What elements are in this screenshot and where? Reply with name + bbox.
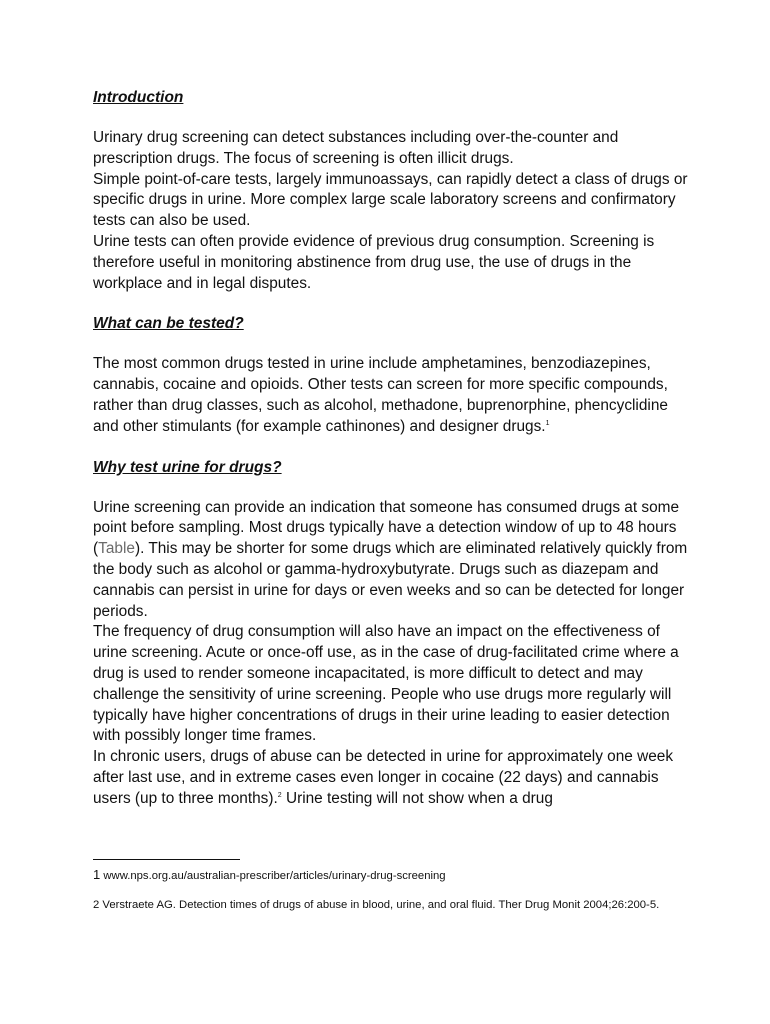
table-link[interactable]: Table — [98, 540, 135, 558]
heading-why-test-urine: Why test urine for drugs? — [93, 458, 282, 476]
document-body — [93, 86, 693, 810]
footnote-2-text: Verstraete AG. Detection times of drugs of abuse in blood, urine, and oral fluid. Ther Drug Monit 2004;26:200-5. — [99, 899, 660, 911]
tested-paragraph-1 — [93, 354, 693, 437]
footnote-ref-1[interactable]: 1 — [545, 419, 550, 427]
footnotes — [93, 866, 693, 914]
heading-what-can-be-tested: What can be tested? — [93, 315, 244, 333]
footnote-1-text[interactable]: www.nps.org.au/australian-prescriber/articles/urinary-drug-screening — [100, 870, 446, 882]
footnote-separator — [93, 859, 240, 860]
footnote-2 — [93, 897, 693, 914]
why-paragraph-3 — [93, 747, 693, 809]
intro-paragraph-3: Urine tests can often provide evidence of previous drug consumption. Screening is therefore useful in monitoring abstinence from drug use, the use of drugs in the workplace and in legal disputes. — [93, 232, 655, 292]
why-paragraph-2: The frequency of drug consumption will also have an impact on the effectiveness of urine screening. Acute or once-off use, as in the case of drug-facilitated crime where a drug is used to render someone incapacitated, is more difficult to detect and may challenge the sensitivity of urine screening. People who use drugs more regularly will typically have higher concentrations of drugs in their urine leading to easier detection with possibly longer time frames. — [93, 623, 679, 745]
footnote-1-number: 1 — [93, 867, 101, 882]
heading-introduction: Introduction — [93, 89, 184, 106]
why-paragraph-1-start: Urine screening can provide an indication that someone has consumed drugs at some point before sampling. Most drugs typically have a detection window of up to 48 hours ( — [93, 498, 680, 558]
intro-paragraph-2: Simple point-of-care tests, largely immunoassays, can rapidly detect a class of drugs or specific drugs in urine. More complex large scale laboratory screens and confirmatory tests can also be used. — [93, 170, 688, 230]
tested-paragraph-text: The most common drugs tested in urine include amphetamines, benzodiazepines, cannabis, cocaine and opioids. Other tests can screen for more specific compounds, rather than drug classes, such as alcohol, methadone, buprenorphine, phencyclidine and other stimulants (for example cathinones) and designer drugs. — [93, 355, 668, 435]
why-paragraph-1-end: ). This may be shorter for some drugs which are eliminated relatively quickly from the body such as alcohol or gamma-hydroxybutyrate. Drugs such as diazepam and cannabis can persist in urine for days or even weeks and so can be detected for longer periods. — [93, 540, 688, 620]
why-paragraph-3-end: Urine testing will not show when a drug — [281, 789, 553, 807]
why-paragraph-3-start: In chronic users, drugs of abuse can be detected in urine for approximately one week after last use, and in extreme cases even longer in cocaine (22 days) and cannabis users (up to three months). — [93, 748, 674, 807]
why-paragraph-1 — [93, 498, 693, 623]
footnote-ref-2[interactable]: 2 — [277, 791, 282, 799]
footnote-2-number: 2 — [93, 899, 100, 911]
footnote-1 — [93, 866, 693, 885]
intro-paragraph-1: Urinary drug screening can detect substances including over-the-counter and prescription drugs. The focus of screening is often illicit drugs. — [93, 129, 619, 167]
